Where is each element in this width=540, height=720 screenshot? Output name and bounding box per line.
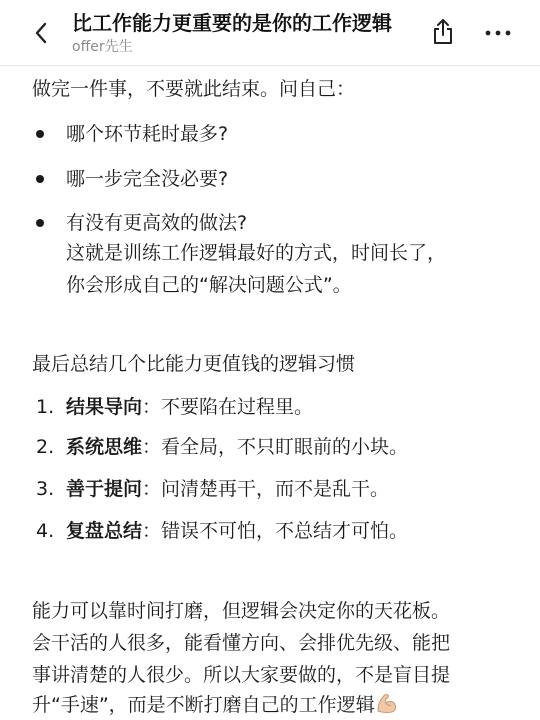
- intro-text: 做完一件事，不要就此结束。问自己：: [32, 78, 356, 100]
- list-item: [66, 518, 408, 544]
- list-item-keyword: 善于提问: [66, 478, 143, 500]
- more-options-button[interactable]: [480, 18, 516, 48]
- list-number: 1.: [36, 396, 55, 418]
- list-item-text: ：看全局，不只盯眼前的小块。: [142, 436, 409, 458]
- list-item-keyword: 复盘总结: [66, 520, 143, 542]
- top-nav-bar: [0, 0, 540, 66]
- page-title: 比工作能力更重要的是你的工作逻辑: [72, 11, 392, 35]
- article-content[interactable]: [0, 66, 540, 720]
- list-item-keyword: 系统思维: [66, 436, 143, 458]
- list-number: 2.: [36, 436, 55, 458]
- bullet-dot: [36, 219, 44, 227]
- list-number: 3.: [36, 478, 55, 500]
- back-button[interactable]: [26, 18, 56, 48]
- note-text: 你会形成自己的“解决问题公式”。: [66, 274, 352, 296]
- list-item-text: ：错误不可怕，不总结才可怕。: [142, 520, 409, 542]
- list-item-text: ：问清楚再干，而不是乱干。: [142, 478, 390, 500]
- list-item-keyword: 结果导向: [66, 396, 143, 418]
- closing-text-last: [32, 692, 399, 718]
- flexed-biceps-icon: [375, 692, 399, 714]
- closing-text: 升“手速”，而是不断打磨自己的工作逻辑: [32, 694, 375, 716]
- share-icon: [431, 18, 455, 46]
- bullet-dot: [36, 175, 44, 183]
- note-text: 这就是训练工作逻辑最好的方式，时间长了，: [66, 242, 447, 264]
- list-item: [66, 476, 389, 502]
- list-number: 4.: [36, 520, 55, 542]
- list-item-text: ：不要陷在过程里。: [142, 396, 314, 418]
- list-item: [66, 434, 408, 460]
- closing-text: 会干活的人很多，能看懂方向、会排优先级、能把: [32, 632, 451, 654]
- closing-text: 能力可以靠时间打磨，但逻辑会决定你的天花板。: [32, 600, 451, 622]
- more-dots-icon: [485, 30, 511, 36]
- bullet-dot: [36, 130, 44, 138]
- list-item: 哪一步完全没必要?: [66, 168, 229, 190]
- author-name[interactable]: offer先生: [72, 39, 133, 55]
- list-item: 有没有更高效的做法?: [66, 212, 248, 234]
- share-button[interactable]: [428, 16, 458, 48]
- chevron-left-icon: [33, 21, 49, 45]
- closing-text: 事讲清楚的人很少。所以大家要做的，不是盲目提: [32, 664, 451, 686]
- list-item: [66, 394, 313, 420]
- list-item: 哪个环节耗时最多?: [66, 123, 229, 145]
- summary-heading: 最后总结几个比能力更值钱的逻辑习惯: [32, 353, 356, 375]
